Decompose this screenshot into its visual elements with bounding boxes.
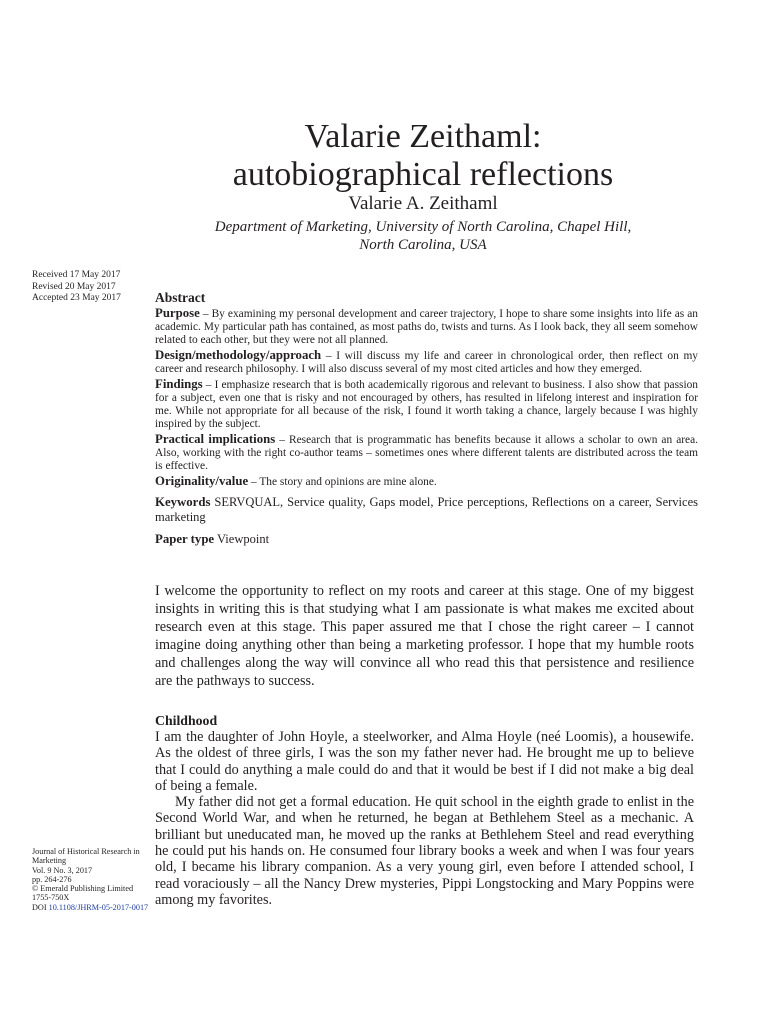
- abstract-heading: Abstract: [155, 290, 206, 305]
- abstract-text: – I emphasize research that is both academically rigorous and relevant to business. I also show that passion for a subject, even one that is risky and not encouraged by others, has resulted in lifelong interest and inspiration for me. While not appropriate for all because of the risk, I found it worth taking a chance, largely because I was highly inspired by the subject.: [155, 379, 698, 430]
- abstract-text: – By examining my personal development and career trajectory, I hope to share some insights into life as an academic. My particular path has contained, as most paths do, twists and turns. As I look back, they all seem somehow related to each other, but they were not all planned.: [155, 308, 698, 346]
- abstract-implications: [155, 433, 698, 473]
- journal-info: [32, 847, 152, 912]
- abstract-text: – I will discuss my life and career in chronological order, then reflect on my career and research philosophy. I will also discuss several of my most cited articles and how they emerged.: [155, 350, 698, 375]
- paper-type-label: Paper type: [155, 532, 215, 546]
- abstract-label: Design/methodology/approach: [155, 348, 322, 362]
- abstract-label: Practical implications: [155, 432, 276, 446]
- abstract-text: – Research that is programmatic has benefits because it allows a scholar to own an area. Also, working with the right co-author teams – sometimes ones where different talents are distributed across the team is effective.: [155, 434, 699, 472]
- abstract-label: Originality/value: [155, 474, 249, 488]
- journal-doi: [32, 903, 152, 912]
- abstract: [155, 290, 698, 547]
- journal-name-line-2: Marketing: [32, 856, 67, 866]
- article-title: [150, 118, 696, 194]
- paper-type-text: Viewpoint: [214, 532, 270, 546]
- title-line-2: autobiographical reflections: [232, 156, 614, 193]
- author-name: Valarie A. Zeithaml: [348, 193, 498, 214]
- paper-type: [155, 532, 698, 547]
- received-date: Received 17 May 2017: [32, 270, 121, 280]
- abstract-design: [155, 349, 698, 376]
- journal-issn: 1755-750X: [32, 893, 70, 903]
- section-heading-childhood: Childhood: [155, 713, 218, 728]
- keywords-label: Keywords: [155, 495, 211, 509]
- childhood-body: [155, 729, 694, 908]
- submission-dates: [32, 270, 152, 305]
- journal-publisher: © Emerald Publishing Limited: [32, 884, 134, 894]
- abstract-label: Purpose: [155, 306, 200, 320]
- keywords-text: SERVQUAL, Service quality, Gaps model, Price perceptions, Reflections on a career, Services marketing: [155, 495, 698, 524]
- affiliation-line-1: Department of Marketing, University of North Carolina, Chapel Hill,: [214, 219, 632, 235]
- intro-paragraph: I welcome the opportunity to reflect on my roots and career at this stage. One of my biggest insights in writing this is that studying what I am passionate is what makes me excited about research even at this stage. This paper assured me that I chose the right career – I cannot imagine doing anything other than being a marketing professor. I hope that my humble roots and challenges along the way will convince all who read this that persistence and resilience are the pathways to success.: [155, 583, 694, 689]
- title-line-1: Valarie Zeithaml:: [304, 118, 542, 155]
- abstract-purpose: [155, 307, 698, 347]
- author-affiliation: [150, 218, 696, 254]
- accepted-date: Accepted 23 May 2017: [32, 293, 121, 303]
- abstract-label: Findings: [155, 377, 203, 391]
- doi-link[interactable]: 10.1108/JHRM-05-2017-0017: [48, 902, 149, 912]
- journal-pages: pp. 264-276: [32, 874, 72, 884]
- revised-date: Revised 20 May 2017: [32, 281, 116, 292]
- abstract-text: – The story and opinions are mine alone.: [248, 476, 437, 488]
- keywords: [155, 495, 698, 525]
- journal-volume: Vol. 9 No. 3, 2017: [32, 865, 93, 875]
- affiliation-line-2: North Carolina, USA: [359, 237, 487, 253]
- abstract-findings: [155, 378, 698, 431]
- journal-name-line-1: Journal of Historical Research in: [32, 847, 140, 856]
- body-paragraph: I am the daughter of John Hoyle, a steelworker, and Alma Hoyle (neé Loomis), a housewife. As the oldest of three girls, I was the son my father never had. He brought me up to believe that I could do anything a male could do and that it would be best if I did not make a big deal of being a female.: [155, 729, 694, 794]
- abstract-originality: [155, 475, 698, 489]
- doi-prefix: DOI: [32, 902, 49, 912]
- body-paragraph: My father did not get a formal education. He quit school in the eighth grade to enlist in the Second World War, and when he returned, he began at Bethlehem Steel as a mechanic. A brilliant but uneducated man, he moved up the ranks at Bethlehem Steel and read everything he could put his hands on. He consumed four library books a week and when I was four years old, I became his library companion. As a very young girl, even before I attended school, I read voraciously – all the Nancy Drew mysteries, Pippi Longstocking and Mary Poppins were among my favorites.: [155, 794, 694, 908]
